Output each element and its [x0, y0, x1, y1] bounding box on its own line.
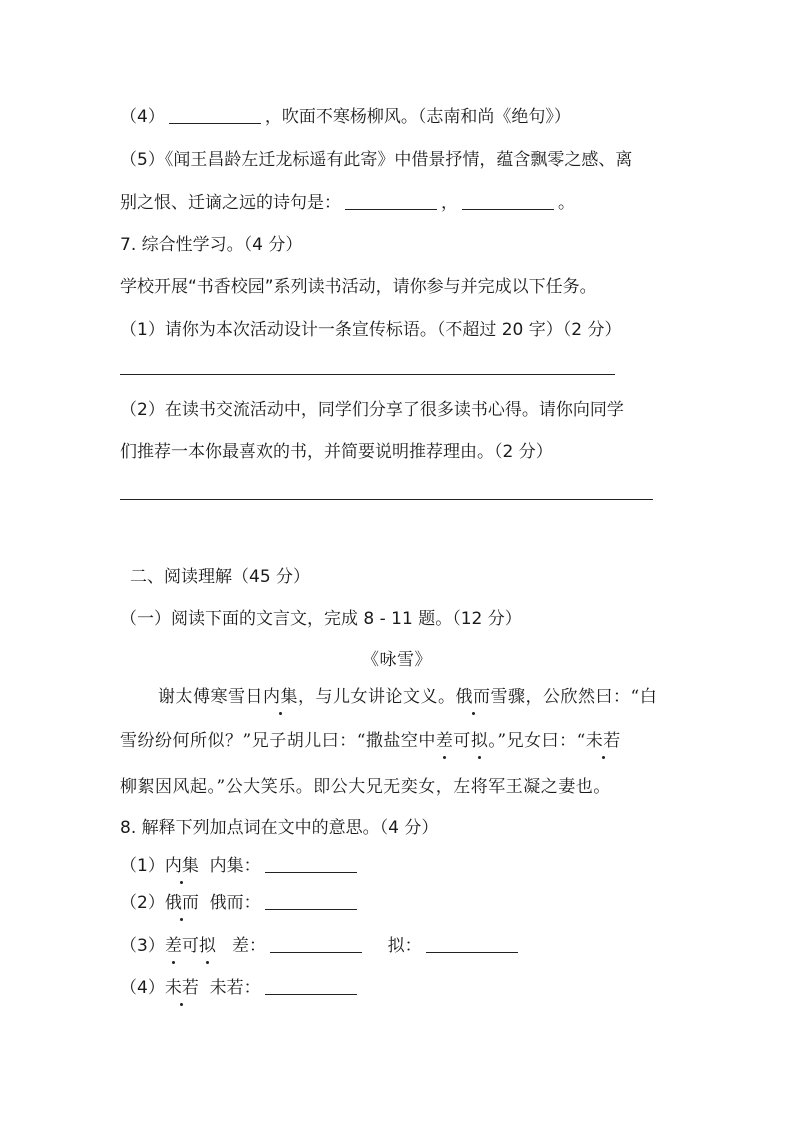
dotted-word: 拟: [198, 936, 216, 956]
q7-sub1: （1）请你为本次活动设计一条宣传标语。（不超过 20 字）（2 分）: [120, 320, 622, 340]
passage-line1: [158, 685, 657, 709]
item-label: 内集：: [209, 856, 261, 876]
q7-heading: 7. 综合性学习。（4 分）: [120, 235, 303, 255]
passage-text: 可: [453, 731, 471, 751]
item-label: 俄而：: [209, 893, 261, 913]
passage-text: 雪纷纷何所似？”兄子胡儿曰：“撒盐空中: [120, 731, 436, 751]
q6-item4: [120, 105, 571, 129]
answer-line-slogan[interactable]: [120, 374, 615, 375]
answer-blank[interactable]: [265, 891, 357, 910]
passage-text: ，与儿女讲论文义。: [298, 687, 456, 707]
section2-heading: 二、阅读理解（45 分）: [130, 567, 311, 587]
answer-line-book[interactable]: [120, 499, 653, 500]
answer-blank[interactable]: [169, 105, 261, 124]
q7-sub2-line2: 们推荐一本你最喜欢的书，并简要说明推荐理由。（2 分）: [120, 442, 553, 462]
q7-sub2-line1: （2）在读书交流活动中，同学们分享了很多读书心得。请你向同学: [120, 400, 624, 420]
item-text: 别之恨、迁谪之远的诗句是：: [120, 193, 341, 213]
q8-item1: [120, 854, 361, 878]
item-number: （4）: [120, 107, 165, 127]
passage-title: 《咏雪》: [362, 650, 432, 670]
passage-text: 。”兄女曰：“: [488, 731, 586, 751]
answer-blank[interactable]: [345, 191, 437, 210]
item-number: （4）: [120, 978, 165, 998]
item-number: （3）: [120, 936, 165, 956]
answer-blank[interactable]: [270, 934, 362, 953]
dotted-word: 未若: [164, 978, 199, 998]
item-text: ，吹面不寒杨柳风。（志南和尚《绝句》）: [264, 107, 571, 127]
answer-blank[interactable]: [265, 854, 357, 873]
passage-text: 雪骤，公欣然曰：“白: [490, 687, 658, 707]
dotted-word: 内集: [263, 687, 298, 707]
item-number: （1）: [120, 856, 165, 876]
item-label: 拟：: [387, 936, 422, 956]
item-label: 差：: [232, 936, 267, 956]
answer-blank[interactable]: [426, 934, 518, 953]
passage-line3: 柳絮因风起。”公大笑乐。即公大兄无奕女，左将军王凝之妻也。: [120, 777, 611, 797]
answer-blank[interactable]: [462, 191, 554, 210]
q7-intro: 学校开展“书香校园”系列读书活动，请你参与并完成以下任务。: [120, 277, 597, 297]
q8-item2: [120, 891, 361, 915]
item-label: 未若：: [209, 978, 261, 998]
dotted-word: 俄而: [455, 687, 491, 707]
q8-heading: 8. 解释下列加点词在文中的意思。（4 分）: [120, 818, 439, 838]
item-word: 可: [181, 936, 199, 956]
item-number: （2）: [120, 893, 165, 913]
dotted-word: 拟: [470, 731, 489, 751]
dotted-word: 差: [164, 936, 182, 956]
item-end: 。: [558, 193, 575, 213]
section2-part1: （一）阅读下面的文言文，完成 8 - 11 题。（12 分）: [120, 609, 522, 629]
passage-line2: [120, 729, 621, 753]
q8-item4: [120, 976, 361, 1000]
q6-item5-line2: [120, 191, 575, 215]
q6-item5-line1: （5）《闻王昌龄左迁龙标遥有此寄》中借景抒情，蕴含飘零之感、离: [120, 150, 633, 170]
passage-text: 谢太傅寒雪日: [158, 687, 263, 707]
separator: ，: [441, 193, 458, 213]
dotted-word: 俄而: [164, 893, 199, 913]
q8-item3: [120, 934, 522, 958]
dotted-word: 内集: [164, 856, 199, 876]
dotted-word: 未若: [585, 731, 621, 751]
dotted-word: 差: [435, 731, 454, 751]
answer-blank[interactable]: [265, 976, 357, 995]
